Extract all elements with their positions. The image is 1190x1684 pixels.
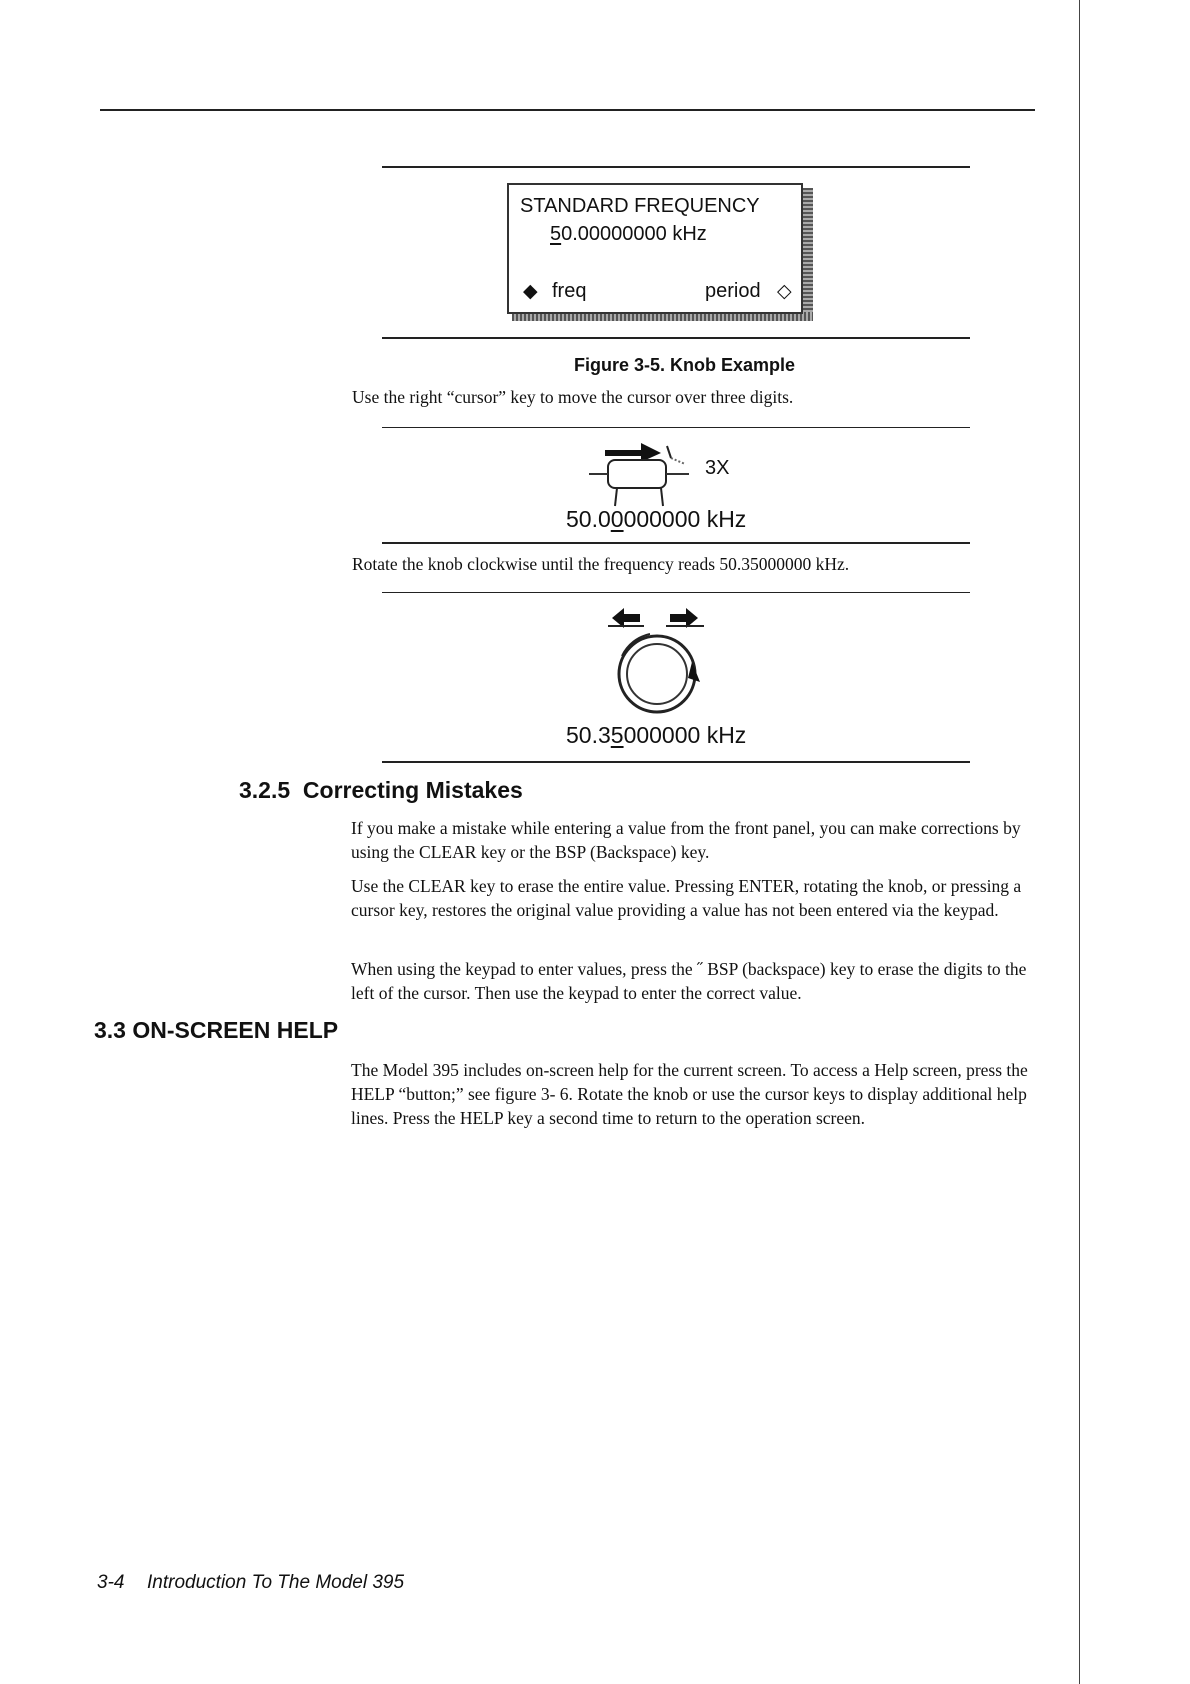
- step1-frequency-rest: 000000 kHz: [623, 506, 747, 532]
- step2-text: Rotate the knob clockwise until the frequency reads 50.35000000 kHz.: [352, 554, 850, 574]
- page-footer: [97, 1572, 404, 1594]
- step2-frequency-rest: 000000 kHz: [623, 722, 747, 748]
- step1-frequency-cursor: 0: [610, 506, 624, 532]
- filled-diamond-icon: ◆: [523, 281, 538, 302]
- section-325-para2: Use the CLEAR key to erase the entire value. Pressing ENTER, rotating the knob, or pressing a cursor key, restores the original value providing a value has not been entered via the keypad.: [351, 876, 1022, 920]
- step1-bottom-rule: [382, 542, 970, 544]
- step1-top-rule: [382, 427, 970, 428]
- figure-top-rule: [382, 166, 970, 168]
- section-325-para1: If you make a mistake while entering a value from the front panel, you can make corrections by using the CLEAR key or the BSP (Backspace) key.: [351, 818, 1021, 862]
- lcd-frequency-value: 0.00000000 kHz: [561, 223, 707, 245]
- knob-icon: [600, 604, 715, 719]
- step2-frequency: [566, 722, 746, 749]
- step2-frequency-prefix: 50.3: [566, 722, 611, 748]
- multiplier-label: 3X: [705, 457, 730, 479]
- footer-title: Introduction To The Model 395: [147, 1572, 405, 1593]
- step1-frequency: [566, 506, 746, 533]
- lcd-cursor-digit: 5: [550, 223, 562, 245]
- step1-frequency-prefix: 50.0: [566, 506, 611, 532]
- figure-caption: Figure 3-5. Knob Example: [574, 355, 796, 375]
- section-325-heading: 3.2.5 Correcting Mistakes: [239, 777, 523, 803]
- scan-edge: [1079, 0, 1080, 1684]
- figure-bottom-rule: [382, 337, 970, 339]
- step2-top-rule: [382, 592, 970, 593]
- lcd-left-label: freq: [552, 280, 587, 302]
- cursor-key-icon: [575, 436, 720, 508]
- step2-frequency-cursor: 5: [610, 722, 624, 748]
- section-33-heading: 3.3 ON-SCREEN HELP: [94, 1017, 339, 1043]
- page-number: 3-4: [97, 1572, 125, 1593]
- section-325-para3: When using the keypad to enter values, press the ˝ BSP (backspace) key to erase the digits to the left of the cursor. Then use the keypad to enter the correct value.: [351, 959, 1027, 1003]
- hollow-diamond-icon: ◇: [777, 281, 792, 302]
- header-rule: [100, 109, 1035, 111]
- lcd-frequency: [550, 223, 707, 246]
- step2-bottom-rule: [382, 761, 970, 763]
- lcd-right-label: period: [705, 280, 761, 302]
- step1-text: Use the right “cursor” key to move the cursor over three digits.: [352, 387, 794, 407]
- lcd-title: STANDARD FREQUENCY: [520, 195, 760, 217]
- section-33-para1: The Model 395 includes on-screen help for the current screen. To access a Help screen, press the HELP “button;” see figure 3- 6. Rotate the knob or use the cursor keys to display additional help lines. Press the HELP key a second time to return to the operation screen.: [351, 1060, 1028, 1128]
